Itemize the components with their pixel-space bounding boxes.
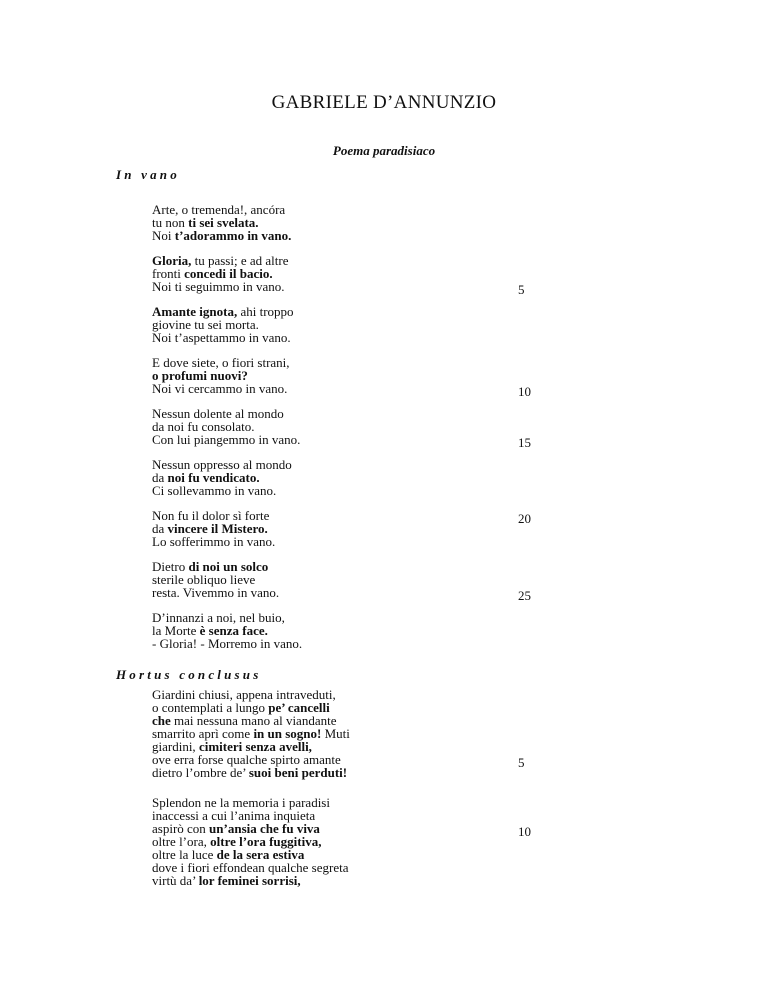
verse-text: Noi ti seguimmo in vano.: [152, 279, 285, 294]
verse-text: sterile obliquo lieve: [152, 572, 256, 587]
stanza: [152, 560, 279, 599]
emphasized-text: t’adorammo in vano.: [174, 228, 292, 243]
verse-text: E dove siete, o fiori strani,: [152, 355, 290, 370]
verse-text: tu passi; e ad altre: [191, 253, 289, 268]
verse-text: da noi fu consolato.: [152, 419, 255, 434]
verse-text: Giardini chiusi, appena intraveduti,: [152, 687, 336, 702]
line-number: 5: [518, 755, 525, 770]
verse-text: dietro l’ombre de’: [152, 765, 249, 780]
verse-text: resta. Vivemmo in vano.: [152, 585, 280, 600]
line-number: 5: [518, 282, 525, 297]
verse-text: Noi: [152, 228, 175, 243]
emphasized-text: Gloria,: [152, 253, 192, 268]
line-number: 25: [518, 588, 531, 603]
verse-text: ahi troppo: [237, 304, 294, 319]
verse-text: D’innanzi a noi, nel buio,: [152, 610, 285, 625]
emphasized-text: cimiteri senza avelli,: [198, 739, 312, 754]
collection-title: Poema paradisiaco: [332, 143, 436, 158]
stanza: [152, 203, 291, 242]
verse-text: da: [152, 470, 168, 485]
verse-text: inaccessi a cui l’anima inquieta: [152, 808, 316, 823]
verse-text: Non fu il dolor sì forte: [152, 508, 270, 523]
verse-line: [152, 874, 348, 887]
verse-text: la Morte: [152, 623, 200, 638]
line-number: 10: [518, 384, 531, 399]
emphasized-text: de la sera estiva: [216, 847, 305, 862]
emphasized-text: pe’ cancelli: [268, 700, 330, 715]
emphasized-text: ti sei svelata.: [188, 215, 259, 230]
stanza: [152, 458, 292, 497]
stanza: [152, 509, 275, 548]
verse-text: virtù da’: [152, 873, 199, 888]
stanza: [152, 305, 294, 344]
emphasized-text: Amante ignota,: [152, 304, 238, 319]
verse-line: [152, 766, 350, 779]
verse-text: Lo sofferimmo in vano.: [152, 534, 276, 549]
verse-text: aspirò con: [152, 821, 210, 836]
verse-text: Arte, o tremenda!, ancóra: [152, 202, 286, 217]
line-number: 10: [518, 824, 531, 839]
emphasized-text: oltre l’ora fuggitiva,: [210, 834, 322, 849]
verse-text: Dietro: [152, 559, 189, 574]
verse-text: oltre la luce: [152, 847, 217, 862]
verse-line: [152, 280, 288, 293]
line-number: 15: [518, 435, 531, 450]
emphasized-text: è senza face.: [199, 623, 268, 638]
stanza: [152, 688, 350, 779]
emphasized-text: concedi il bacio.: [184, 266, 273, 281]
verse-text: Nessun oppresso al mondo: [152, 457, 292, 472]
emphasized-text: lor feminei sorrisi,: [198, 873, 301, 888]
verse-line: [152, 382, 290, 395]
verse-text: Splendon ne la memoria i paradisi: [152, 795, 330, 810]
verse-line: [152, 637, 302, 650]
verse-line: [152, 331, 294, 344]
stanza: [152, 254, 288, 293]
line-number: 20: [518, 511, 531, 526]
verse-text: Con lui piangemmo in vano.: [152, 432, 301, 447]
emphasized-text: di noi un solco: [188, 559, 269, 574]
verse-line: [152, 433, 300, 446]
emphasized-text: suoi beni perduti!: [248, 765, 348, 780]
verse-text: Muti: [321, 726, 350, 741]
verse-text: ove erra forse qualche spirto amante: [152, 752, 341, 767]
stanza: [152, 611, 302, 650]
emphasized-text: vincere il Mistero.: [167, 521, 268, 536]
section-title: Hortus conclusus: [116, 667, 262, 682]
verse-line: [152, 586, 279, 599]
verse-line: [152, 229, 291, 242]
verse-text: da: [152, 521, 168, 536]
stanza: [152, 356, 290, 395]
verse-text: Noi t’aspettammo in vano.: [152, 330, 291, 345]
stanza: [152, 407, 300, 446]
verse-line: [152, 535, 275, 548]
author-heading: GABRIELE D’ANNUNZIO: [271, 92, 497, 113]
emphasized-text: in un sogno!: [253, 726, 322, 741]
verse-text: Ci sollevammo in vano.: [152, 483, 277, 498]
verse-text: giardini,: [152, 739, 199, 754]
verse-text: tu non: [152, 215, 189, 230]
emphasized-text: un’ansia che fu viva: [209, 821, 320, 836]
verse-text: oltre l’ora,: [152, 834, 211, 849]
stanza: [152, 796, 348, 887]
verse-text: dove i fiori effondean qualche segreta: [152, 860, 349, 875]
emphasized-text: che: [152, 713, 171, 728]
verse-text: - Gloria! - Morremo in vano.: [152, 636, 303, 651]
emphasized-text: noi fu vendicato.: [167, 470, 260, 485]
verse-text: mai nessuna mano al viandante: [170, 713, 337, 728]
emphasized-text: o profumi nuovi?: [152, 368, 248, 383]
verse-line: [152, 484, 292, 497]
verse-text: Noi vi cercammo in vano.: [152, 381, 288, 396]
verse-text: smarrito aprì come: [152, 726, 254, 741]
verse-text: giovine tu sei morta.: [152, 317, 259, 332]
verse-text: o contemplati a lungo: [152, 700, 269, 715]
section-title: In vano: [116, 167, 180, 182]
verse-text: fronti: [152, 266, 185, 281]
verse-text: Nessun dolente al mondo: [152, 406, 284, 421]
